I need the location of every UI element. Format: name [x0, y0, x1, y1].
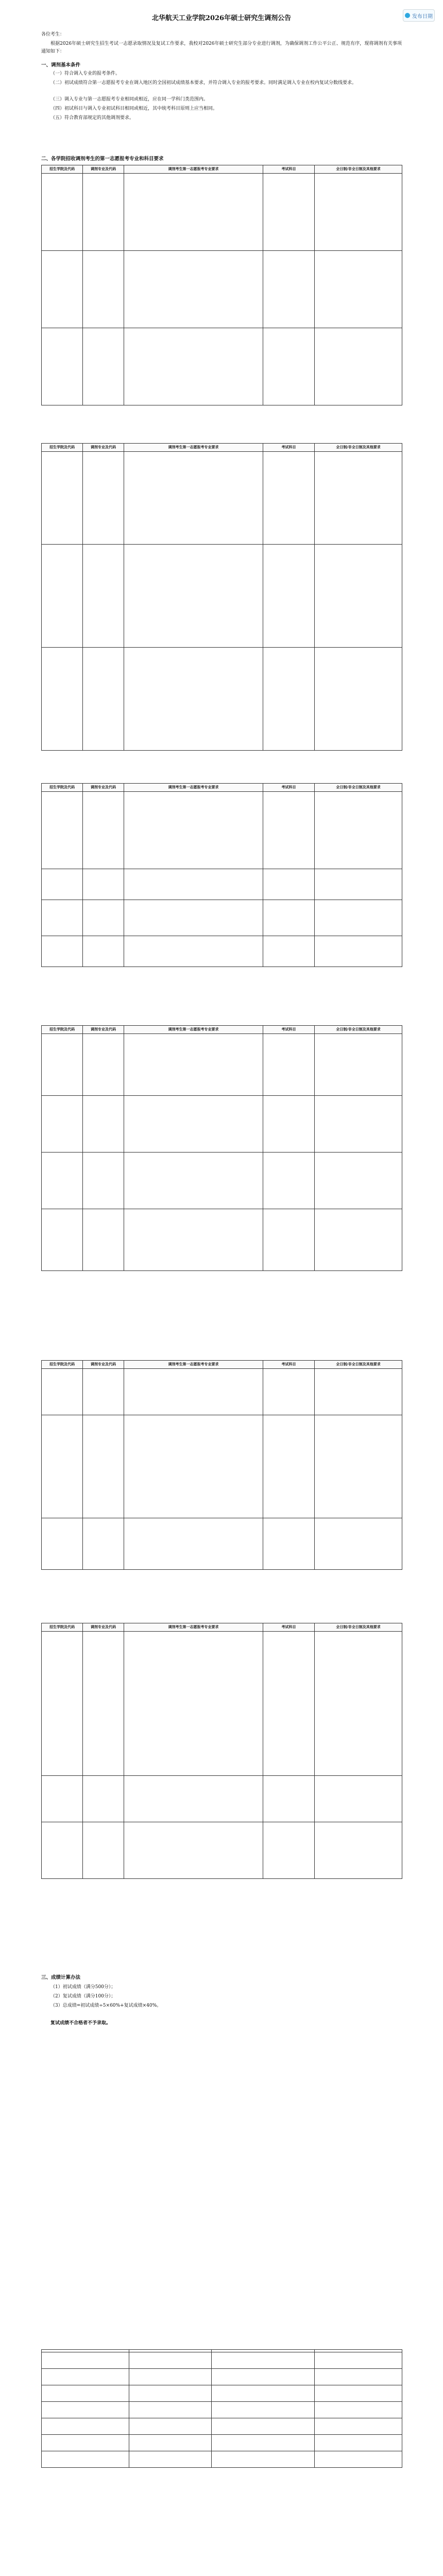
cell-exam	[263, 1096, 315, 1153]
contact-cell	[42, 2435, 129, 2451]
th-college: 招生学院及代码	[42, 165, 83, 174]
table-row	[42, 900, 402, 936]
table-row	[42, 1153, 402, 1209]
cell-major	[83, 328, 124, 405]
cell-note	[315, 545, 402, 648]
th-req: 调剂考生第一志愿报考专业要求	[124, 1623, 263, 1632]
cell-note	[315, 328, 402, 405]
table-row	[42, 1518, 402, 1570]
cell-major	[83, 1369, 124, 1415]
th-major: 调剂专业及代码	[83, 444, 124, 452]
cell-college	[42, 1415, 83, 1518]
cell-major	[83, 1632, 124, 1776]
contact-cell	[129, 2451, 212, 2468]
contact-cell	[315, 2418, 402, 2435]
th-college: 招生学院及代码	[42, 1623, 83, 1632]
section-3-heading: 三、成绩计算办法	[41, 1975, 81, 1980]
contact-cell	[42, 2369, 129, 2385]
th-note: 全日制/非全日制及其他要求	[315, 784, 402, 792]
contact-cell	[212, 2385, 315, 2402]
contact-cell	[129, 2402, 212, 2418]
cell-major	[83, 1518, 124, 1570]
table-row	[42, 2402, 402, 2418]
section-2-heading: 二、各学院招收调剂考生的第一志愿报考专业和科目要求	[41, 156, 164, 162]
contact-cell	[42, 2402, 129, 2418]
cell-college	[42, 174, 83, 251]
cell-exam	[263, 900, 315, 936]
cell-college	[42, 1153, 83, 1209]
cell-exam	[263, 648, 315, 751]
th-exam: 考试科目	[263, 1026, 315, 1034]
cell-note	[315, 900, 402, 936]
cell-note	[315, 1153, 402, 1209]
cell-req	[124, 792, 263, 869]
th-major: 调剂专业及代码	[83, 1623, 124, 1632]
table-row	[42, 2435, 402, 2451]
cell-note	[315, 452, 402, 545]
table-row	[42, 545, 402, 648]
cell-college	[42, 869, 83, 900]
score-rule-1: （1）初试成绩（满分500分）；	[50, 1985, 116, 1990]
contact-cell	[42, 2418, 129, 2435]
table-row	[42, 328, 402, 405]
cell-req	[124, 452, 263, 545]
contact-cell	[315, 2435, 402, 2451]
cell-exam	[263, 174, 315, 251]
cell-exam	[263, 1776, 315, 1822]
cell-exam	[263, 1632, 315, 1776]
table-row	[42, 174, 402, 251]
cell-major	[83, 648, 124, 751]
table-row	[42, 2385, 402, 2402]
cell-college	[42, 1209, 83, 1271]
cell-major	[83, 936, 124, 967]
th-major: 调剂专业及代码	[83, 165, 124, 174]
cell-exam	[263, 1153, 315, 1209]
table-row	[42, 1776, 402, 1822]
th-exam: 考试科目	[263, 1623, 315, 1632]
score-rule-3: （3）总成绩=初试成绩÷5×60%+复试成绩×40%。	[50, 2003, 162, 2008]
intro-paragraph: 根据2026年硕士研究生招生考试一志愿录取情况及复试工作要求，我校对2026年硕士研究生部分专业进行调剂，为确保调剂工作公平公正、规范有序，现将调剂有关事项通知如下：	[41, 41, 402, 54]
cell-major	[83, 251, 124, 328]
contact-cell	[315, 2352, 402, 2369]
major-table-5	[41, 1360, 402, 1570]
cell-req	[124, 1369, 263, 1415]
cell-exam	[263, 1415, 315, 1518]
cell-note	[315, 648, 402, 751]
table-row	[42, 1209, 402, 1271]
cell-major	[83, 452, 124, 545]
cell-major	[83, 1415, 124, 1518]
page-title: 北华航天工业学院2026年硕士研究生调剂公告	[151, 14, 292, 22]
cell-note	[315, 1034, 402, 1096]
cell-req	[124, 174, 263, 251]
cell-exam	[263, 452, 315, 545]
cell-exam	[263, 936, 315, 967]
th-req: 调剂考生第一志愿报考专业要求	[124, 1361, 263, 1369]
cell-college	[42, 251, 83, 328]
cell-req	[124, 1096, 263, 1153]
cell-major	[83, 1822, 124, 1879]
th-college: 招生学院及代码	[42, 784, 83, 792]
cell-exam	[263, 328, 315, 405]
th-note: 全日制/非全日制及其他要求	[315, 444, 402, 452]
contact-cell	[212, 2451, 315, 2468]
cell-req	[124, 869, 263, 900]
cell-req	[124, 648, 263, 751]
condition-1: （一）符合调入专业的报考条件。	[50, 71, 121, 76]
contact-cell	[315, 2385, 402, 2402]
cell-req	[124, 1632, 263, 1776]
cell-college	[42, 1776, 83, 1822]
th-note: 全日制/非全日制及其他要求	[315, 165, 402, 174]
cell-college	[42, 1096, 83, 1153]
cell-exam	[263, 1034, 315, 1096]
contact-cell	[129, 2352, 212, 2369]
table-row	[42, 1632, 402, 1776]
cell-req	[124, 328, 263, 405]
th-note: 全日制/非全日制及其他要求	[315, 1361, 402, 1369]
major-table-4	[41, 1025, 402, 1271]
contact-cell	[129, 2418, 212, 2435]
cell-note	[315, 1369, 402, 1415]
cell-exam	[263, 545, 315, 648]
cell-note	[315, 174, 402, 251]
th-note: 全日制/非全日制及其他要求	[315, 1623, 402, 1632]
cell-college	[42, 1632, 83, 1776]
th-note: 全日制/非全日制及其他要求	[315, 1026, 402, 1034]
cell-exam	[263, 792, 315, 869]
condition-5: （五）符合教育部规定的其他调剂要求。	[50, 115, 134, 121]
cell-req	[124, 1415, 263, 1518]
greeting: 各位考生：	[41, 32, 65, 37]
cell-major	[83, 1096, 124, 1153]
cell-note	[315, 1632, 402, 1776]
table-row	[42, 1096, 402, 1153]
cell-req	[124, 1822, 263, 1879]
publish-badge	[403, 9, 435, 22]
condition-4: （四）初试科目与调入专业初试科目相同或相近，其中统考科目原则上应当相同。	[50, 106, 218, 111]
table-row	[42, 1822, 402, 1879]
th-req: 调剂考生第一志愿报考专业要求	[124, 165, 263, 174]
cell-exam	[263, 1209, 315, 1271]
table-row	[42, 1034, 402, 1096]
table-row	[42, 936, 402, 967]
th-major: 调剂专业及代码	[83, 1361, 124, 1369]
major-table-3	[41, 783, 402, 967]
th-major: 调剂专业及代码	[83, 1026, 124, 1034]
score-rule-2: （2）复试成绩（满分100分）；	[50, 1994, 116, 1999]
th-exam: 考试科目	[263, 1361, 315, 1369]
cell-note	[315, 792, 402, 869]
cell-note	[315, 251, 402, 328]
cell-major	[83, 174, 124, 251]
table-row	[42, 251, 402, 328]
cell-note	[315, 936, 402, 967]
document-page	[41, 0, 402, 2576]
contact-cell	[315, 2402, 402, 2418]
cell-req	[124, 1034, 263, 1096]
table-row	[42, 792, 402, 869]
major-table-1	[41, 165, 402, 405]
table-row	[42, 1415, 402, 1518]
cell-note	[315, 1776, 402, 1822]
condition-2: （二）初试成绩符合第一志愿报考专业在调入地区的全国初试成绩基本要求，并符合调入专业的报考要求。同时满足调入专业在校内复试分数线要求。	[50, 80, 357, 86]
table-row	[42, 648, 402, 751]
section-1-heading: 一、调剂基本条件	[41, 62, 81, 68]
cell-note	[315, 1209, 402, 1271]
contact-cell	[315, 2451, 402, 2468]
cell-req	[124, 900, 263, 936]
cell-major	[83, 545, 124, 648]
contact-cell	[129, 2369, 212, 2385]
badge-label: 发布日期	[412, 13, 433, 20]
contact-cell	[212, 2352, 315, 2369]
table-row	[42, 1369, 402, 1415]
th-major: 调剂专业及代码	[83, 784, 124, 792]
major-table-6	[41, 1623, 402, 1879]
table-row	[42, 2451, 402, 2468]
th-college: 招生学院及代码	[42, 444, 83, 452]
cell-exam	[263, 1518, 315, 1570]
th-college: 招生学院及代码	[42, 1026, 83, 1034]
th-req: 调剂考生第一志愿报考专业要求	[124, 1026, 263, 1034]
major-table-2	[41, 443, 402, 751]
contact-cell	[212, 2418, 315, 2435]
cell-college	[42, 545, 83, 648]
contact-cell	[212, 2435, 315, 2451]
th-exam: 考试科目	[263, 165, 315, 174]
contact-cell	[42, 2451, 129, 2468]
contact-cell	[212, 2402, 315, 2418]
contact-cell	[42, 2385, 129, 2402]
cell-note	[315, 1096, 402, 1153]
th-req: 调剂考生第一志愿报考专业要求	[124, 784, 263, 792]
cell-req	[124, 1518, 263, 1570]
cell-exam	[263, 1369, 315, 1415]
cell-major	[83, 1209, 124, 1271]
th-exam: 考试科目	[263, 444, 315, 452]
table-row	[42, 2352, 402, 2369]
table-row	[42, 452, 402, 545]
cell-college	[42, 1518, 83, 1570]
cell-college	[42, 1034, 83, 1096]
cell-college	[42, 328, 83, 405]
cell-major	[83, 1153, 124, 1209]
badge-icon	[405, 13, 410, 18]
cell-req	[124, 251, 263, 328]
cell-college	[42, 1369, 83, 1415]
th-exam: 考试科目	[263, 784, 315, 792]
table-row	[42, 869, 402, 900]
contact-cell	[42, 2352, 129, 2369]
cell-req	[124, 1776, 263, 1822]
cell-college	[42, 452, 83, 545]
cell-note	[315, 1518, 402, 1570]
table-row	[42, 2369, 402, 2385]
cell-note	[315, 1822, 402, 1879]
cell-exam	[263, 869, 315, 900]
contact-cell	[129, 2435, 212, 2451]
cell-college	[42, 1822, 83, 1879]
cell-college	[42, 792, 83, 869]
cell-college	[42, 936, 83, 967]
contact-cell	[129, 2385, 212, 2402]
cell-major	[83, 792, 124, 869]
contact-cell	[315, 2369, 402, 2385]
cell-req	[124, 545, 263, 648]
cell-req	[124, 936, 263, 967]
contact-table	[41, 2349, 402, 2468]
th-college: 招生学院及代码	[42, 1361, 83, 1369]
cell-college	[42, 900, 83, 936]
condition-3: （三）调入专业与第一志愿报考专业相同或相近，应在同一学科门类范围内。	[50, 97, 209, 102]
cell-req	[124, 1209, 263, 1271]
table-row	[42, 2418, 402, 2435]
cell-major	[83, 900, 124, 936]
cell-req	[124, 1153, 263, 1209]
section-4-p1: 复试成绩不合格者不予录取。	[50, 2021, 111, 2026]
cell-major	[83, 1034, 124, 1096]
cell-note	[315, 869, 402, 900]
cell-major	[83, 869, 124, 900]
cell-note	[315, 1415, 402, 1518]
cell-exam	[263, 1822, 315, 1879]
cell-exam	[263, 251, 315, 328]
cell-college	[42, 648, 83, 751]
cell-major	[83, 1776, 124, 1822]
th-req: 调剂考生第一志愿报考专业要求	[124, 444, 263, 452]
contact-cell	[212, 2369, 315, 2385]
